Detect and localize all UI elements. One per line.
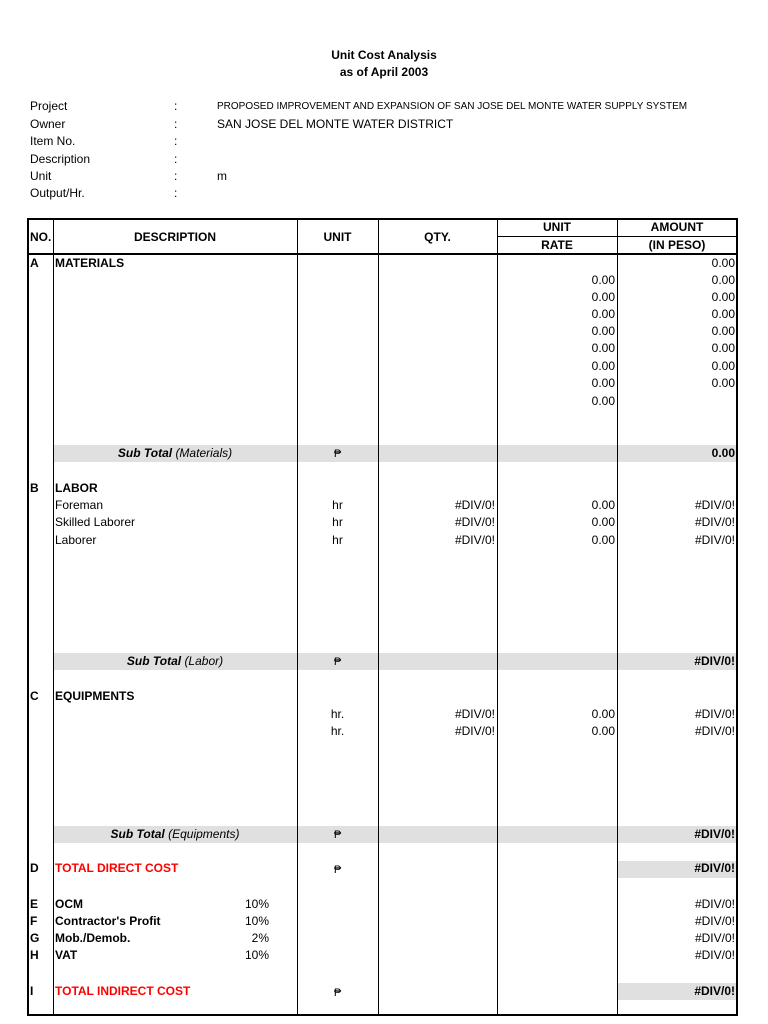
- indirect-cost-row: [0, 897, 768, 911]
- table-header-bottom-border: [27, 253, 738, 255]
- table-row: [0, 324, 768, 338]
- peso-sign: ₱: [333, 656, 342, 668]
- info-value: PROPOSED IMPROVEMENT AND EXPANSION OF SAN JOSE DEL MONTE WATER SUPPLY SYSTEM: [217, 101, 688, 112]
- unit-cell: hr: [332, 498, 343, 512]
- table-row: [0, 376, 768, 390]
- amount-cell: 0.00: [711, 324, 735, 338]
- section-label: EQUIPMENTS: [55, 689, 135, 703]
- indirect-cost-row: [0, 931, 768, 945]
- info-row-owner: [0, 117, 768, 131]
- amount-cell: #DIV/0!: [694, 948, 735, 962]
- subtotal-label-qualifier: (Labor): [184, 654, 224, 668]
- subtotal-label-qualifier: (Equipments): [168, 827, 240, 841]
- unit-rate-cell: 0.00: [591, 498, 615, 512]
- title-row: [0, 48, 768, 62]
- unit-cell: hr.: [330, 707, 345, 721]
- total-indirect-cost-amount: #DIV/0!: [694, 984, 735, 998]
- header-unit-rate-top: UNIT: [543, 220, 571, 234]
- info-separator: :: [174, 186, 178, 200]
- unit-rate-cell: 0.00: [591, 324, 615, 338]
- section-label: LABOR: [55, 481, 98, 495]
- subtotal-amount: #DIV/0!: [694, 654, 735, 668]
- unit-rate-cell: 0.00: [591, 515, 615, 529]
- unit-rate-cell: 0.00: [591, 533, 615, 547]
- amount-cell: #DIV/0!: [694, 533, 735, 547]
- table-row: [0, 394, 768, 408]
- amount-cell: 0.00: [711, 290, 735, 304]
- total-indirect-cost-row: [0, 984, 768, 998]
- section-letter: H: [30, 948, 39, 962]
- subtotal-amount: 0.00: [711, 446, 735, 460]
- subtotal-row-equipments: [0, 827, 768, 841]
- amount-cell: 0.00: [711, 359, 735, 373]
- header-unit-rate-bottom: RATE: [541, 238, 573, 252]
- qty-cell: #DIV/0!: [454, 533, 495, 547]
- table-row: [0, 515, 768, 529]
- indirect-cost-percent: 10%: [244, 897, 269, 911]
- info-separator: :: [174, 169, 178, 183]
- indirect-cost-label: Contractor's Profit: [55, 914, 161, 928]
- document-title: Unit Cost Analysis: [331, 48, 437, 62]
- table-row: [0, 533, 768, 547]
- unit-rate-cell: 0.00: [591, 290, 615, 304]
- indirect-cost-row: [0, 914, 768, 928]
- description-cell: Laborer: [55, 533, 97, 547]
- table-row: [0, 341, 768, 355]
- description-cell: Skilled Laborer: [55, 515, 136, 529]
- amount-cell: 0.00: [711, 341, 735, 355]
- info-label: Output/Hr.: [30, 186, 85, 200]
- subtotal-amount: #DIV/0!: [694, 827, 735, 841]
- total-direct-cost-label: TOTAL DIRECT COST: [55, 861, 179, 875]
- amount-cell: 0.00: [711, 376, 735, 390]
- subtotal-label-main: Sub Total: [126, 654, 182, 668]
- info-label: Description: [30, 152, 91, 166]
- amount-cell: #DIV/0!: [694, 931, 735, 945]
- description-cell: Foreman: [55, 498, 104, 512]
- peso-sign: ₱: [333, 448, 342, 460]
- table-row: [0, 498, 768, 512]
- unit-rate-cell: 0.00: [591, 273, 615, 287]
- header-amount-bottom: (IN PESO): [648, 238, 706, 252]
- table-border-bottom: [27, 1014, 738, 1016]
- indirect-cost-label: OCM: [55, 897, 83, 911]
- table-row: [0, 724, 768, 738]
- section-letter: A: [30, 256, 39, 270]
- amount-cell: #DIV/0!: [694, 724, 735, 738]
- subtotal-label-main: Sub Total: [110, 827, 165, 841]
- info-row-item-no: [0, 134, 768, 148]
- info-label: Owner: [30, 117, 66, 131]
- indirect-cost-percent: 2%: [251, 931, 269, 945]
- subtotal-label: [53, 827, 297, 841]
- table-row: [0, 307, 768, 321]
- amount-cell: #DIV/0!: [694, 914, 735, 928]
- total-indirect-cost-label: TOTAL INDIRECT COST: [55, 984, 191, 998]
- info-value: m: [217, 169, 227, 183]
- table-header-row-bottom: [0, 238, 768, 252]
- amount-cell: 0.00: [711, 307, 735, 321]
- document-date: as of April 2003: [339, 65, 429, 79]
- info-separator: :: [174, 152, 178, 166]
- amount-cell: #DIV/0!: [694, 515, 735, 529]
- amount-cell: #DIV/0!: [694, 498, 735, 512]
- amount-cell: 0.00: [711, 273, 735, 287]
- unit-rate-cell: 0.00: [591, 707, 615, 721]
- info-label: Item No.: [30, 134, 76, 148]
- section-letter: E: [30, 897, 39, 911]
- subtotal-label-qualifier: (Materials): [175, 446, 233, 460]
- info-label: Unit: [30, 169, 52, 183]
- header-no: NO.: [30, 230, 52, 244]
- subtitle-row: [0, 65, 768, 79]
- indirect-cost-percent: 10%: [244, 914, 269, 928]
- total-direct-cost-amount: #DIV/0!: [694, 861, 735, 875]
- table-row: [0, 290, 768, 304]
- qty-cell: #DIV/0!: [454, 724, 495, 738]
- section-letter: D: [30, 861, 39, 875]
- info-row-description: [0, 152, 768, 166]
- table-row: [0, 707, 768, 721]
- unit-rate-cell: 0.00: [591, 359, 615, 373]
- qty-cell: #DIV/0!: [454, 498, 495, 512]
- indirect-cost-percent: 10%: [244, 948, 269, 962]
- subtotal-label-main: Sub Total: [117, 446, 173, 460]
- amount-cell: 0.00: [711, 256, 735, 270]
- info-row-unit: [0, 169, 768, 183]
- section-letter: C: [30, 689, 39, 703]
- amount-cell: #DIV/0!: [694, 707, 735, 721]
- unit-rate-cell: 0.00: [591, 394, 615, 408]
- section-letter: F: [30, 914, 38, 928]
- unit-cell: hr: [332, 533, 343, 547]
- subtotal-label: [53, 654, 297, 668]
- unit-cell: hr.: [330, 724, 345, 738]
- header-description: DESCRIPTION: [133, 230, 216, 244]
- peso-sign: ₱: [333, 987, 342, 999]
- indirect-cost-label: VAT: [55, 948, 78, 962]
- section-label: MATERIALS: [55, 256, 125, 270]
- section-heading-labor: [0, 481, 768, 495]
- info-separator: :: [174, 134, 178, 148]
- info-value: SAN JOSE DEL MONTE WATER DISTRICT: [217, 117, 454, 131]
- info-separator: :: [174, 117, 178, 131]
- table-row: [0, 256, 768, 270]
- section-letter: B: [30, 481, 39, 495]
- subtotal-label: [53, 446, 297, 460]
- amount-cell: #DIV/0!: [694, 897, 735, 911]
- section-letter: G: [30, 931, 40, 945]
- section-letter: I: [30, 984, 34, 998]
- info-row-project: [0, 99, 768, 113]
- section-heading-equipments: [0, 689, 768, 703]
- unit-rate-cell: 0.00: [591, 724, 615, 738]
- header-unit: UNIT: [323, 230, 352, 244]
- indirect-cost-row: [0, 948, 768, 962]
- subtotal-row-labor: [0, 654, 768, 668]
- header-qty: QTY.: [424, 230, 451, 244]
- unit-rate-cell: 0.00: [591, 341, 615, 355]
- unit-cell: hr: [332, 515, 343, 529]
- qty-cell: #DIV/0!: [454, 515, 495, 529]
- peso-sign: ₱: [333, 864, 342, 876]
- subtotal-row-materials: [0, 446, 768, 460]
- table-row: [0, 273, 768, 287]
- info-label: Project: [30, 99, 68, 113]
- indirect-cost-label: Mob./Demob.: [55, 931, 131, 945]
- table-row: [0, 359, 768, 373]
- unit-rate-cell: 0.00: [591, 307, 615, 321]
- info-separator: :: [174, 99, 178, 113]
- info-row-output-per-hr: [0, 186, 768, 200]
- total-direct-cost-row: [0, 861, 768, 875]
- header-amount-top: AMOUNT: [650, 220, 704, 234]
- peso-sign: ₱: [333, 829, 342, 841]
- unit-rate-cell: 0.00: [591, 376, 615, 390]
- qty-cell: #DIV/0!: [454, 707, 495, 721]
